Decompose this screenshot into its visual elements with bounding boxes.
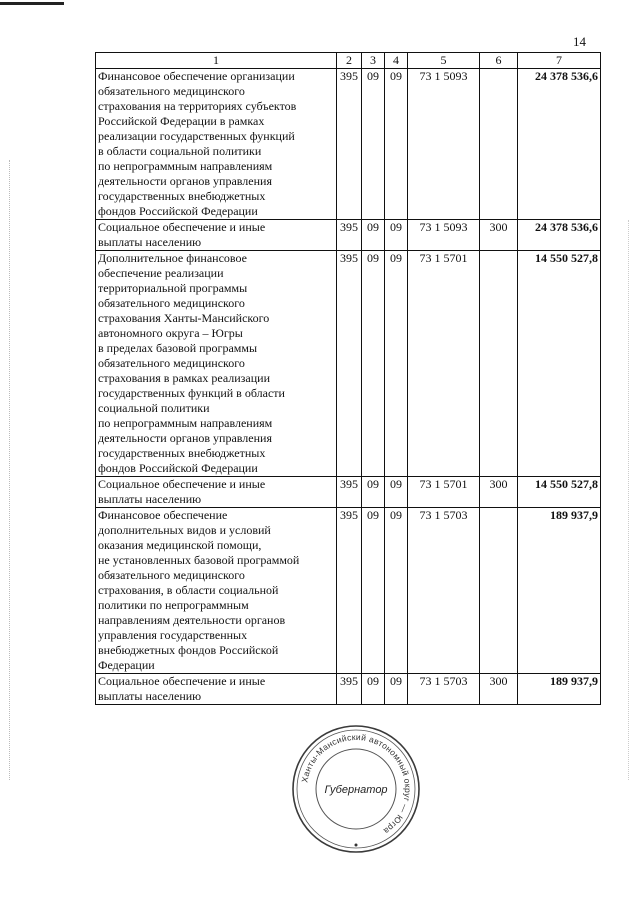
row-section: 09 (362, 674, 385, 705)
row-subsection: 09 (385, 508, 408, 674)
row-target-article: 73 1 5703 (408, 508, 480, 674)
table-row (96, 251, 601, 477)
row-name: Социальное обеспечение и иные выплаты населению (96, 220, 337, 251)
row-name: Финансовое обеспечение организации обязательного медицинского страхования на территориях субъектов Российской Федерации в рамках реализации государственных функций в области социальной политики по непрограммным направлениям деятельности органов управления государственных внебюджетных фондов Российской Федерации (96, 69, 337, 220)
table-row (96, 508, 601, 674)
row-admin-code: 395 (337, 674, 362, 705)
table-row (96, 220, 601, 251)
row-target-article: 73 1 5701 (408, 251, 480, 477)
table-header-row (96, 53, 601, 69)
row-expense-type: 300 (480, 674, 518, 705)
row-section: 09 (362, 220, 385, 251)
seal-dot (355, 844, 358, 847)
page-number: 14 (573, 34, 586, 49)
row-section: 09 (362, 508, 385, 674)
row-name: Финансовое обеспечение дополнительных видов и условий оказания медицинской помощи, не установленных базовой программой обязательного медицинского страхования, в области социальной политики по непрограммным направлениям деятельности органов управления государственных внебюджетных фондов Российской Федерации (96, 508, 337, 674)
row-name: Дополнительное финансовое обеспечение реализации территориальной программы обязательного медицинского страхования Ханты-Мансийского автономного округа – Югры в пределах базовой программы обязательного медицинского страхования в рамках реализации государственных функций в области социальной политики по непрограммным направлениям деятельности органов управления государственных внебюджетных фондов Российской Федерации (96, 251, 337, 477)
column-header-2: 2 (337, 53, 362, 69)
column-header-5: 5 (408, 53, 480, 69)
column-header-1: 1 (96, 53, 337, 69)
row-name: Социальное обеспечение и иные выплаты населению (96, 477, 337, 508)
row-name: Социальное обеспечение и иные выплаты населению (96, 674, 337, 705)
budget-table (95, 52, 601, 705)
official-seal-stamp (290, 723, 422, 855)
row-section: 09 (362, 477, 385, 508)
row-amount: 24 378 536,6 (518, 220, 601, 251)
row-expense-type: 300 (480, 477, 518, 508)
row-admin-code: 395 (337, 508, 362, 674)
row-expense-type: 300 (480, 220, 518, 251)
row-target-article: 73 1 5701 (408, 477, 480, 508)
row-expense-type (480, 69, 518, 220)
row-amount: 24 378 536,6 (518, 69, 601, 220)
table-row (96, 69, 601, 220)
row-subsection: 09 (385, 220, 408, 251)
row-subsection: 09 (385, 69, 408, 220)
column-header-4: 4 (385, 53, 408, 69)
row-target-article: 73 1 5093 (408, 220, 480, 251)
seal-center-text: Губернатор (324, 784, 388, 796)
column-header-6: 6 (480, 53, 518, 69)
column-header-7: 7 (518, 53, 601, 69)
row-admin-code: 395 (337, 251, 362, 477)
row-section: 09 (362, 251, 385, 477)
row-admin-code: 395 (337, 477, 362, 508)
row-admin-code: 395 (337, 69, 362, 220)
row-amount: 14 550 527,8 (518, 477, 601, 508)
row-expense-type (480, 251, 518, 477)
scan-edge-left (9, 160, 11, 780)
row-subsection: 09 (385, 251, 408, 477)
row-expense-type (480, 508, 518, 674)
row-target-article: 73 1 5093 (408, 69, 480, 220)
row-amount: 189 937,9 (518, 508, 601, 674)
table-row (96, 477, 601, 508)
row-admin-code: 395 (337, 220, 362, 251)
seal-ring-text: Ханты-Мансийский автономный округ — Югра (299, 731, 414, 837)
row-target-article: 73 1 5703 (408, 674, 480, 705)
row-amount: 14 550 527,8 (518, 251, 601, 477)
row-subsection: 09 (385, 477, 408, 508)
top-rule (0, 2, 64, 5)
row-amount: 189 937,9 (518, 674, 601, 705)
column-header-3: 3 (362, 53, 385, 69)
row-section: 09 (362, 69, 385, 220)
scan-edge-right (628, 220, 630, 780)
row-subsection: 09 (385, 674, 408, 705)
table-row (96, 674, 601, 705)
